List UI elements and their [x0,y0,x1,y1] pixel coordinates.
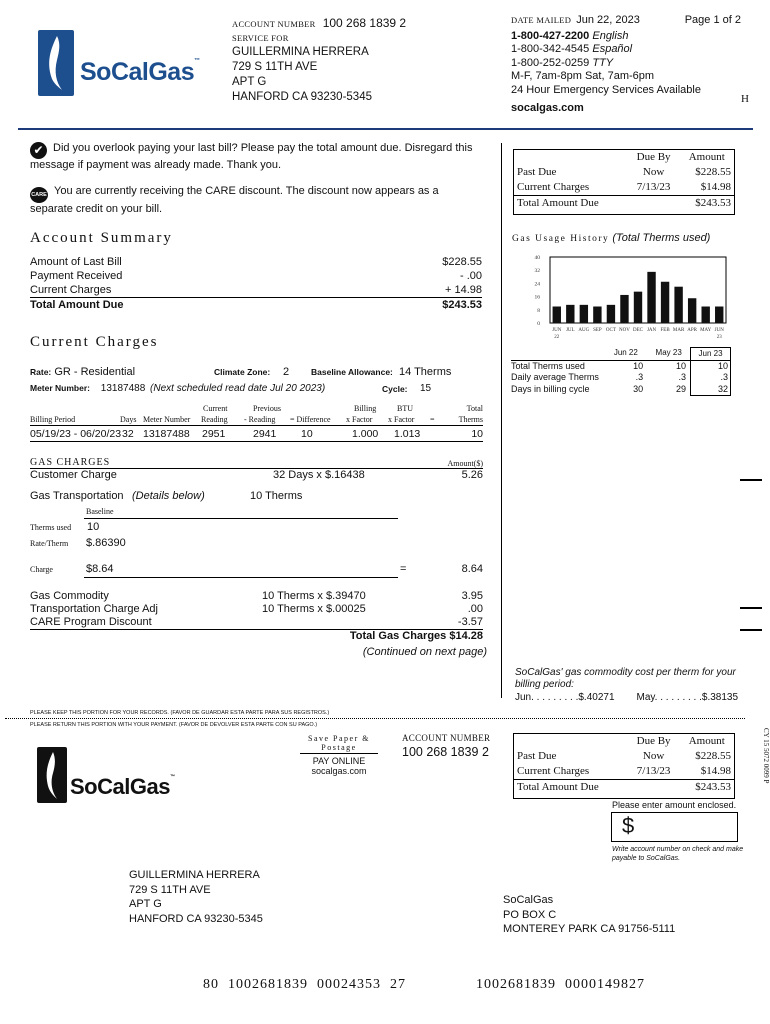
usage-chart [530,252,735,348]
x-tick-label: JUN [714,328,724,333]
stub-account-block: ACCOUNT NUMBER 100 268 1839 2 [402,733,491,759]
pay-online-block[interactable]: Save Paper & Postage PAY ONLINE socalgas.com [300,734,378,776]
usage-bar [580,305,588,323]
usage-bar [607,305,615,323]
y-tick-label: 16 [534,294,540,301]
address-line-1: 729 S 11TH AVE [232,61,318,73]
trademark: ™ [194,58,200,64]
edge-mark-3 [740,629,762,631]
x-tick-label: OCT [605,328,616,333]
amount-due-box-stub: Due By Amount Past Due Now $228.55 Current Charges 7/13/23 $14.98 Total Amount Due $243.53 [513,733,735,799]
overdue-message-text: Did you overlook paying your last bill? Please pay the total amount due. Disregard this message if payment was already made. Thank you. [30,142,473,171]
phone-spanish[interactable]: 1-800-342-4545 [511,43,590,55]
header-divider [18,128,753,130]
summary-row-last-bill: Amount of Last Bill $228.55 [30,256,482,268]
gas-charges-title: GAS CHARGES [30,457,111,468]
usage-bar [661,282,669,323]
scanline-2: 1002681839 0000149827 [476,977,645,992]
year-end-label: 23 [716,335,722,340]
x-tick-label: FEB [660,328,670,333]
amount-header: Amount [688,151,725,163]
usage-bar [715,307,723,324]
office-hours: M-F, 7am-8pm Sat, 7am-6pm [511,70,655,82]
edge-mark-2 [740,607,762,609]
year-start-label: 22 [554,335,560,340]
usage-bar [620,295,628,323]
y-tick-label: 40 [534,255,540,261]
billing-period: 05/19/23 - 06/20/23 [30,428,122,440]
usage-bar [553,307,561,324]
account-summary-title: Account Summary [30,230,173,246]
page-indicator: Page 1 of 2 [684,14,741,26]
return-portion-note: PLEASE RETURN THIS PORTION WITH YOUR PAYMENT. (FAVOR DE DEVOLVER ESTA PARTE CON SU PAGO.) [30,722,318,728]
usage-bar [647,272,655,323]
x-tick-label: MAY [700,328,712,333]
socalgas-logo-stub: SoCalGas™ [37,747,187,807]
stub-account-number: 100 268 1839 2 [402,745,489,759]
care-badge-icon: CARE [30,187,48,203]
x-tick-label: NOV [619,328,630,333]
total-gas-charges: Total Gas Charges $14.28 [349,630,483,642]
reading-table: Billing Period Days Meter Number Current Reading Previous - Reading = Difference Billing x Factor BTU x Factor = Total Therms 05/19/23 - 06/20/23 32 13187488 2951 2941 10 1.000 1.013 10 [30,404,483,440]
x-tick-label: JUL [565,328,575,333]
x-tick-label: AUG [578,328,590,333]
meter-line: Meter Number: 13187488 (Next scheduled read date Jul 20 2023) Cycle: 15 [30,383,432,394]
account-header-block [232,16,502,105]
y-tick-label: 0 [537,321,540,327]
website-link[interactable]: socalgas.com [511,102,584,114]
x-tick-label: JAN [646,328,657,333]
y-tick-label: 24 [534,281,540,288]
tear-line [5,718,745,719]
flame-logo-icon-stub [37,747,67,803]
due-by-header: Due By [636,151,671,163]
meter-number: 13187488 [100,383,146,394]
keep-portion-note: PLEASE KEEP THIS PORTION FOR YOUR RECORDS. (FAVOR DE GUARDAR ESTA PARTE PARA SUS REGISTROS.) [30,710,330,716]
x-tick-label: SEP [593,328,602,333]
date-mailed: Jun 22, 2023 [576,14,640,26]
next-read: (Next scheduled read date Jul 20 2023) [150,383,326,394]
column-divider [501,143,502,698]
phone-tty[interactable]: 1-800-252-0259 [511,56,590,69]
cycle-number: 15 [420,383,432,394]
usage-bar [634,292,642,323]
phone-english[interactable]: 1-800-427-2200 [511,29,590,42]
rate-value: GR - Residential [54,366,136,378]
usage-bar [688,298,696,323]
socalgas-logo-top [38,28,213,98]
commodity-cost-note: SoCalGas' gas commodity cost per therm for your billing period: Jun. . . . . . . . .$.40271 May. . . . . . . . .$.38135 [515,667,739,703]
phone-spanish-lang: Español [592,43,633,55]
usage-history-title: Gas Usage History (Total Therms used) [512,232,711,244]
service-for-label: SERVICE FOR [232,33,289,43]
x-tick-label: DEC [633,328,643,333]
summary-row-payment: Payment Received - .00 [30,270,482,282]
emergency-services: 24 Hour Emergency Services Available [511,83,701,96]
address-line-3: HANFORD CA 93230-5345 [232,91,372,103]
scanline-1: 80 1002681839 00024353 27 [203,977,406,992]
summary-row-current: Current Charges + 14.98 [30,284,482,296]
usage-table: Jun 22 May 23 Jun 23 Total Therms used 10 10 10 Daily average Therms .3 .3 .3 Days in billing cycle 30 29 32 [511,347,731,396]
y-tick-label: 8 [537,307,540,314]
account-summary [30,255,482,312]
care-message [30,185,480,217]
x-tick-label: APR [687,328,698,333]
care-message-text: You are currently receiving the CARE discount. The discount now appears as a separate credit on your bill. [30,185,439,215]
rate-line: Rate: GR - Residential Climate Zone: 2 Baseline Allowance: 14 Therms [30,366,452,378]
gas-charges: GAS CHARGES Amount($) Customer Charge 32 Days x $.16438 5.26 Gas Transportation (Details below) 10 Therms Baseline Therms used 10 Rate/Therm $.86390 Charge $8.64 = 8.64 Gas Commodity 10 Therms x $.39470 3.95 Transportation Charge Adj 10 Therms x $.00025 .00 CARE Program Discount -3.57 Total Gas Charges $14.28 (Continued on next page) [30,457,487,658]
dollar-sign: $ [622,813,635,838]
baseline-allowance: 14 Therms [399,366,452,378]
account-number: 100 268 1839 2 [322,16,407,30]
account-number-label: ACCOUNT NUMBER [232,19,316,29]
brand-name: SoCalGas [80,58,195,86]
checkmark-icon: ✔ [30,142,47,159]
side-letter: H [741,93,749,105]
edge-mark-1 [740,479,762,481]
write-account-note: Write account number on check and make payable to SoCalGas. [612,846,744,862]
usage-bar [593,307,601,324]
contact-block [511,14,741,116]
amount-due-box-top: Due By Amount Past Due Now $228.55 Current Charges 7/13/23 $14.98 Total Amount Due $243.53 [513,149,735,215]
payee-address: SoCalGas PO BOX C MONTEREY PARK CA 91756-5111 [503,894,676,935]
vertical-code: CY 15 5072 0099 P [762,728,770,784]
summary-row-total: Total Amount Due $243.53 [30,299,482,311]
phone-tty-lang: TTY [592,56,614,69]
customer-name: GUILLERMINA HERRERA [232,46,369,58]
y-tick-label: 32 [534,268,540,275]
flame-logo-icon [38,30,74,96]
continued-note: (Continued on next page) [362,646,487,658]
usage-bar [566,305,574,323]
current-charges-title: Current Charges [30,334,159,350]
phone-english-lang: English [592,29,629,42]
overdue-message [30,142,480,173]
stub-customer-address: GUILLERMINA HERRERA 729 S 11TH AVE APT G HANFORD CA 93230-5345 [129,869,263,925]
enter-amount-label: Please enter amount enclosed. [612,800,737,810]
x-tick-label: JUN [552,328,562,333]
usage-bar [674,287,682,323]
x-tick-label: MAR [672,328,685,333]
date-mailed-label: DATE MAILED [511,15,572,25]
climate-zone: 2 [283,366,290,378]
amount-enclosed-input[interactable] [611,812,738,842]
usage-bar [701,307,709,324]
address-line-2: APT G [232,76,267,88]
